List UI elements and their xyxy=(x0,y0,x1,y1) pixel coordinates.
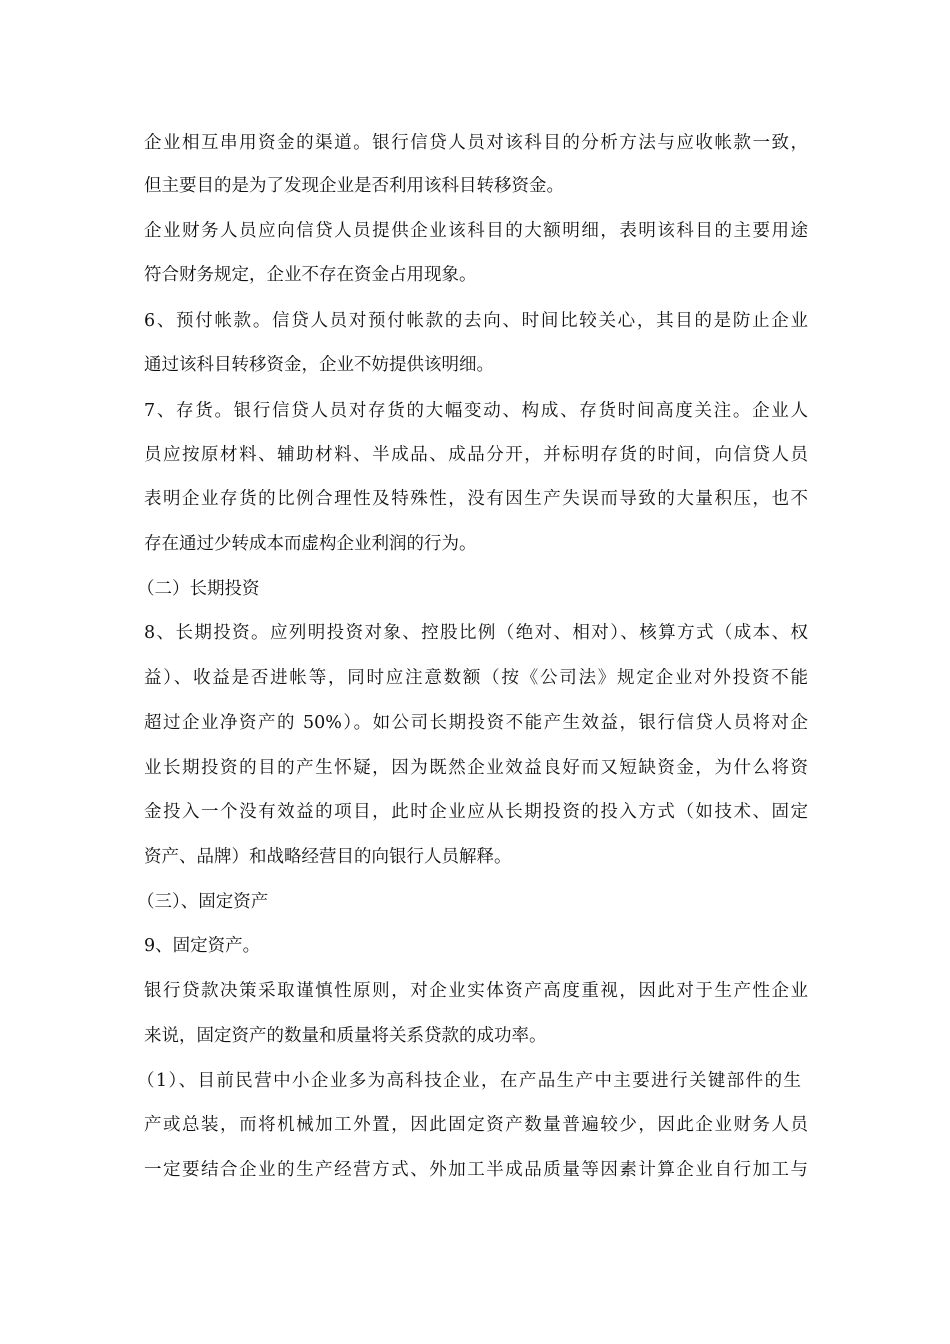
body-text-line: 银行贷款决策采取谨慎性原则，对企业实体资产高度重视，因此对于生产性企业 xyxy=(144,981,808,1001)
body-text-line: 6、预付帐款。信贷人员对预付帐款的去向、时间比较关心，其目的是防止企业 xyxy=(144,311,808,331)
section-heading: （二）长期投资 xyxy=(137,579,260,599)
body-text-line: 产或总装，而将机械加工外置，因此固定资产数量普遍较少，因此企业财务人员 xyxy=(144,1115,808,1135)
body-text-line: 企业财务人员应向信贷人员提供企业该科目的大额明细，表明该科目的主要用途 xyxy=(144,221,808,241)
body-text-line: 存在通过少转成本而虚构企业利润的行为。 xyxy=(144,534,477,554)
body-text-line: 符合财务规定，企业不存在资金占用现象。 xyxy=(144,265,477,285)
body-text-line: 超过企业净资产的 50%）。如公司长期投资不能产生效益，银行信贷人员将对企 xyxy=(144,713,808,733)
body-text-line: 业长期投资的目的产生怀疑，因为既然企业效益良好而又短缺资金，为什么将资 xyxy=(144,758,808,778)
body-text-line: 一定要结合企业的生产经营方式、外加工半成品质量等因素计算企业自行加工与 xyxy=(144,1160,808,1180)
body-text-line: 益）、收益是否进帐等，同时应注意数额（按《公司法》规定企业对外投资不能 xyxy=(144,668,808,688)
body-text-line: 但主要目的是为了发现企业是否利用该科目转移资金。 xyxy=(144,176,564,196)
body-text-line: 9、固定资产。 xyxy=(144,936,261,956)
body-text-line: 员应按原材料、辅助材料、半成品、成品分开，并标明存货的时间，向信贷人员 xyxy=(144,445,808,465)
body-text-line: 8、长期投资。应列明投资对象、控股比例（绝对、相对）、核算方式（成本、权 xyxy=(144,623,808,643)
body-text-line: 来说，固定资产的数量和质量将关系贷款的成功率。 xyxy=(144,1026,547,1046)
section-heading: （三）、固定资产 xyxy=(137,892,269,912)
body-text-line: 7、存货。银行信贷人员对存货的大幅变动、构成、存货时间高度关注。企业人 xyxy=(144,401,808,421)
body-text-line: 表明企业存货的比例合理性及特殊性，没有因生产失误而导致的大量积压，也不 xyxy=(144,489,808,509)
body-text-line: 通过该科目转移资金，企业不妨提供该明细。 xyxy=(144,355,494,375)
body-text-line: 金投入一个没有效益的项目，此时企业应从长期投资的投入方式（如技术、固定 xyxy=(144,802,808,822)
body-text-line: 资产、品牌）和战略经营目的向银行人员解释。 xyxy=(144,847,512,867)
body-text-line: 企业相互串用资金的渠道。银行信贷人员对该科目的分析方法与应收帐款一致， xyxy=(144,133,808,153)
body-text-line: （1）、目前民营中小企业多为高科技企业，在产品生产中主要进行关键部件的生 xyxy=(137,1071,801,1091)
